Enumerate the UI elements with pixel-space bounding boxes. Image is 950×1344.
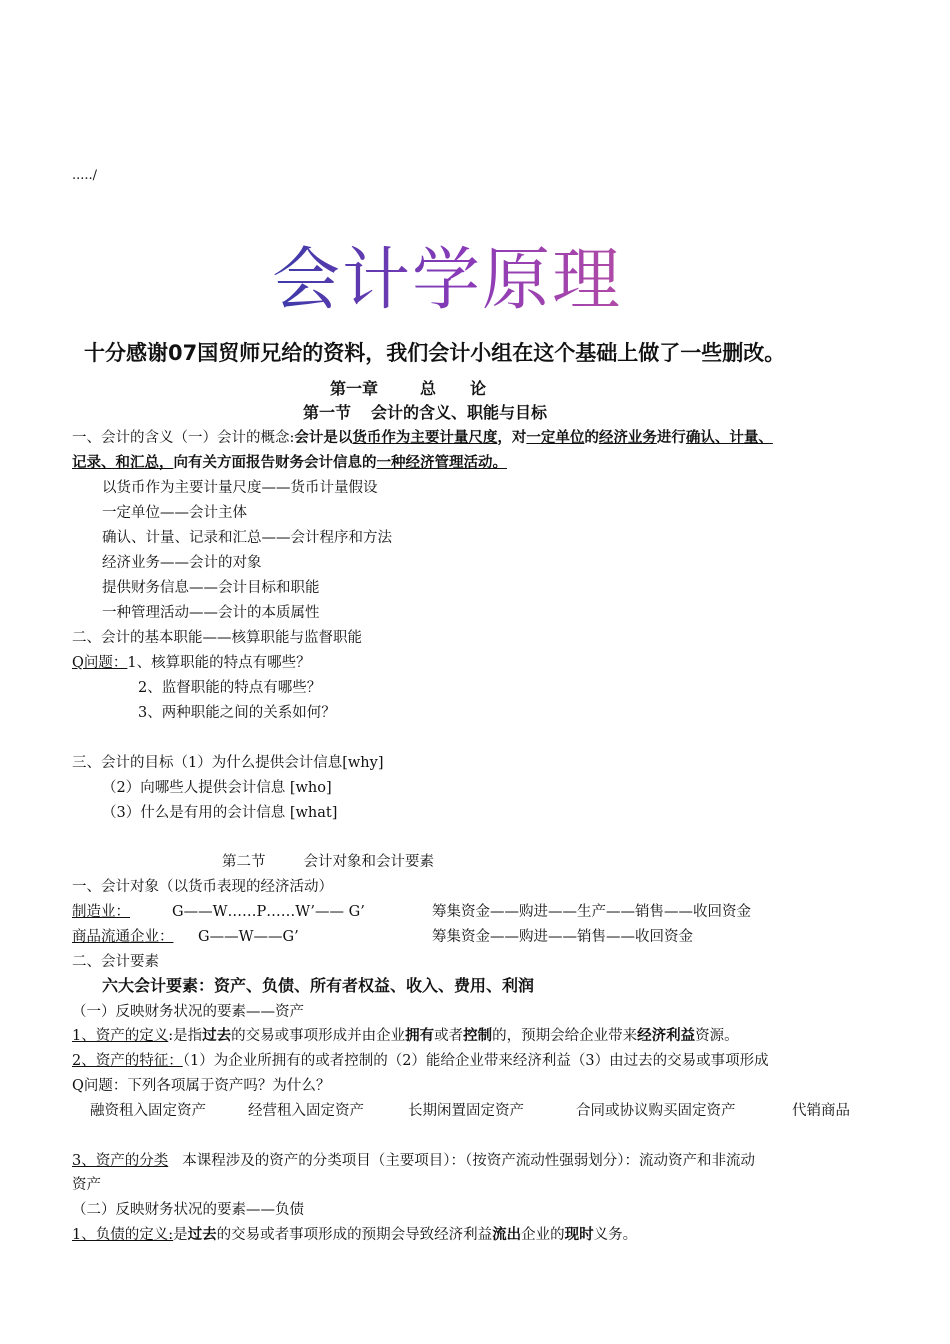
text: 或者 [434,1028,464,1044]
keyword: 流出 [492,1227,522,1243]
text: 义务。 [593,1227,638,1243]
asset-item: 合同或协议购买固定资产 [576,1103,736,1119]
mfg-flow: 筹集资金——购进——生产——销售——收回资金 [432,904,751,920]
asset-item: 代销商品 [792,1103,850,1119]
text: 的，预期会给企业带来 [492,1028,638,1044]
functions-heading: 二、会计的基本职能——核算职能与监督职能 [72,630,362,646]
def-bold-5: 向有关方面报告财务会计信息的 [173,455,377,471]
goal-line-3: （3）什么是有用的会计信息 [what] [102,805,338,821]
meaning-item: 一定单位——会计主体 [102,505,247,521]
keyword: 过去 [187,1227,217,1243]
six-elements: 六大会计要素：资产、负债、所有者权益、收入、费用、利润 [102,976,535,995]
def-key-1: 货币作为主要计量尺度 [352,430,498,446]
asset-feat-label: 2、资产的特征： [72,1053,183,1069]
liab-def-label: 1、负债的定义: [72,1227,174,1243]
acknowledgement: 十分感谢07国贸师兄给的资料，我们会计小组在这个基础上做了一些删改。 [84,341,786,365]
question-label: Q问题： [72,655,128,671]
question-text: 1、核算职能的特点有哪些？ [127,655,311,671]
trade-label-text: 商品流通企业： [72,929,174,945]
top-mark: ...../ [72,168,98,183]
def-bold-4: 进行 [656,430,686,446]
mfg-label-text: 制造业： [72,904,130,920]
asset-classification-cont: 资产 [72,1177,101,1193]
asset-def-label: 1、资产的定义 [72,1028,169,1044]
goal-line-2: （2）向哪些人提供会计信息 [who] [102,780,332,796]
trade-formula: G——W——G’ [198,929,299,945]
section-title: 会计的含义、职能与目标 [371,403,548,422]
asset-item: 长期闲置固定资产 [408,1103,524,1119]
definition-prefix: 一、会计的含义（一）会计的概念: [72,430,295,446]
chapter-number: 第一章 [330,379,379,398]
asset-definition [72,1026,739,1046]
definition-line-2 [72,453,507,473]
section-number: 第一节 [303,403,352,422]
chapter-title-1: 总 [420,379,437,398]
asset-class-text: 本课程涉及的资产的分类项目（主要项目）：（按资产流动性强弱划分）：流动资产和非流动 [182,1153,755,1169]
def-key-3: 经济业务 [598,430,657,446]
asset-question: Q问题：下列各项属于资产吗？为什么？ [72,1078,331,1094]
def-key-4: 确认、计量、 [685,430,773,446]
asset-feat-text: （1）为企业所拥有的或者控制的（2）能给企业带来经济利益（3）由过去的交易或事项形成 [182,1053,769,1069]
section-number: 第二节 [222,854,266,870]
keyword: 拥有 [405,1028,435,1044]
chapter-heading [330,378,486,400]
chapter-title-2: 论 [470,379,487,398]
keyword: 控制 [463,1028,493,1044]
mfg-label [72,902,130,922]
def-bold-2: ，对 [497,430,527,446]
trade-flow: 筹集资金——购进——销售——收回资金 [432,929,693,945]
def-bold-3: 的 [584,430,599,446]
text: :是指 [168,1028,203,1044]
question-line-3: 3、两种职能之间的关系如何？ [138,705,336,721]
text: 是 [173,1227,188,1243]
goal-line-1: 三、会计的目标（1）为什么提供会计信息[why] [72,755,384,771]
text: 资源。 [695,1028,739,1044]
asset-item: 融资租入固定资产 [90,1103,206,1119]
meaning-item: 一种管理活动——会计的本质属性 [102,605,320,621]
meaning-item: 以货币作为主要计量尺度——货币计量假设 [102,480,378,496]
objects-heading: 一、会计对象（以货币表现的经济活动） [72,879,333,895]
liabilities-heading: （二）反映财务状况的要素——负债 [72,1202,304,1218]
def-key-2: 一定单位 [526,430,585,446]
question-line-1 [72,653,311,673]
definition-line-1 [72,428,773,448]
text: 企业的 [521,1227,565,1243]
liability-definition [72,1225,637,1245]
elements-heading: 二、会计要素 [72,954,159,970]
asset-item: 经营租入固定资产 [248,1103,364,1119]
mfg-formula: G——W……P……W’—— G’ [172,904,365,920]
asset-classification [72,1151,755,1171]
text: 的交易或者事项形成的预期会导致经济利益 [216,1227,493,1243]
assets-heading: （一）反映财务状况的要素——资产 [72,1004,304,1020]
question-line-2: 2、监督职能的特点有哪些？ [138,680,322,696]
section-title: 会计对象和会计要素 [303,854,434,870]
keyword: 过去 [202,1028,232,1044]
meaning-item: 经济业务——会计的对象 [102,555,262,571]
document-title: 会计学原理 [272,236,622,326]
text: 的交易或事项形成并由企业 [231,1028,406,1044]
trade-label [72,927,174,947]
asset-class-label: 3、资产的分类 [72,1153,169,1169]
def-key-5: 记录、和汇总， [72,455,174,471]
def-key-6: 一种经济管理活动。 [376,455,507,471]
meaning-item: 确认、计量、记录和汇总——会计程序和方法 [102,530,392,546]
def-bold-1: 会计是以 [294,430,353,446]
keyword: 经济利益 [637,1028,696,1044]
meaning-item: 提供财务信息——会计目标和职能 [102,580,320,596]
asset-features [72,1051,769,1071]
section-heading-1 [303,402,547,424]
section-heading-2 [222,852,434,872]
keyword: 现时 [564,1227,594,1243]
